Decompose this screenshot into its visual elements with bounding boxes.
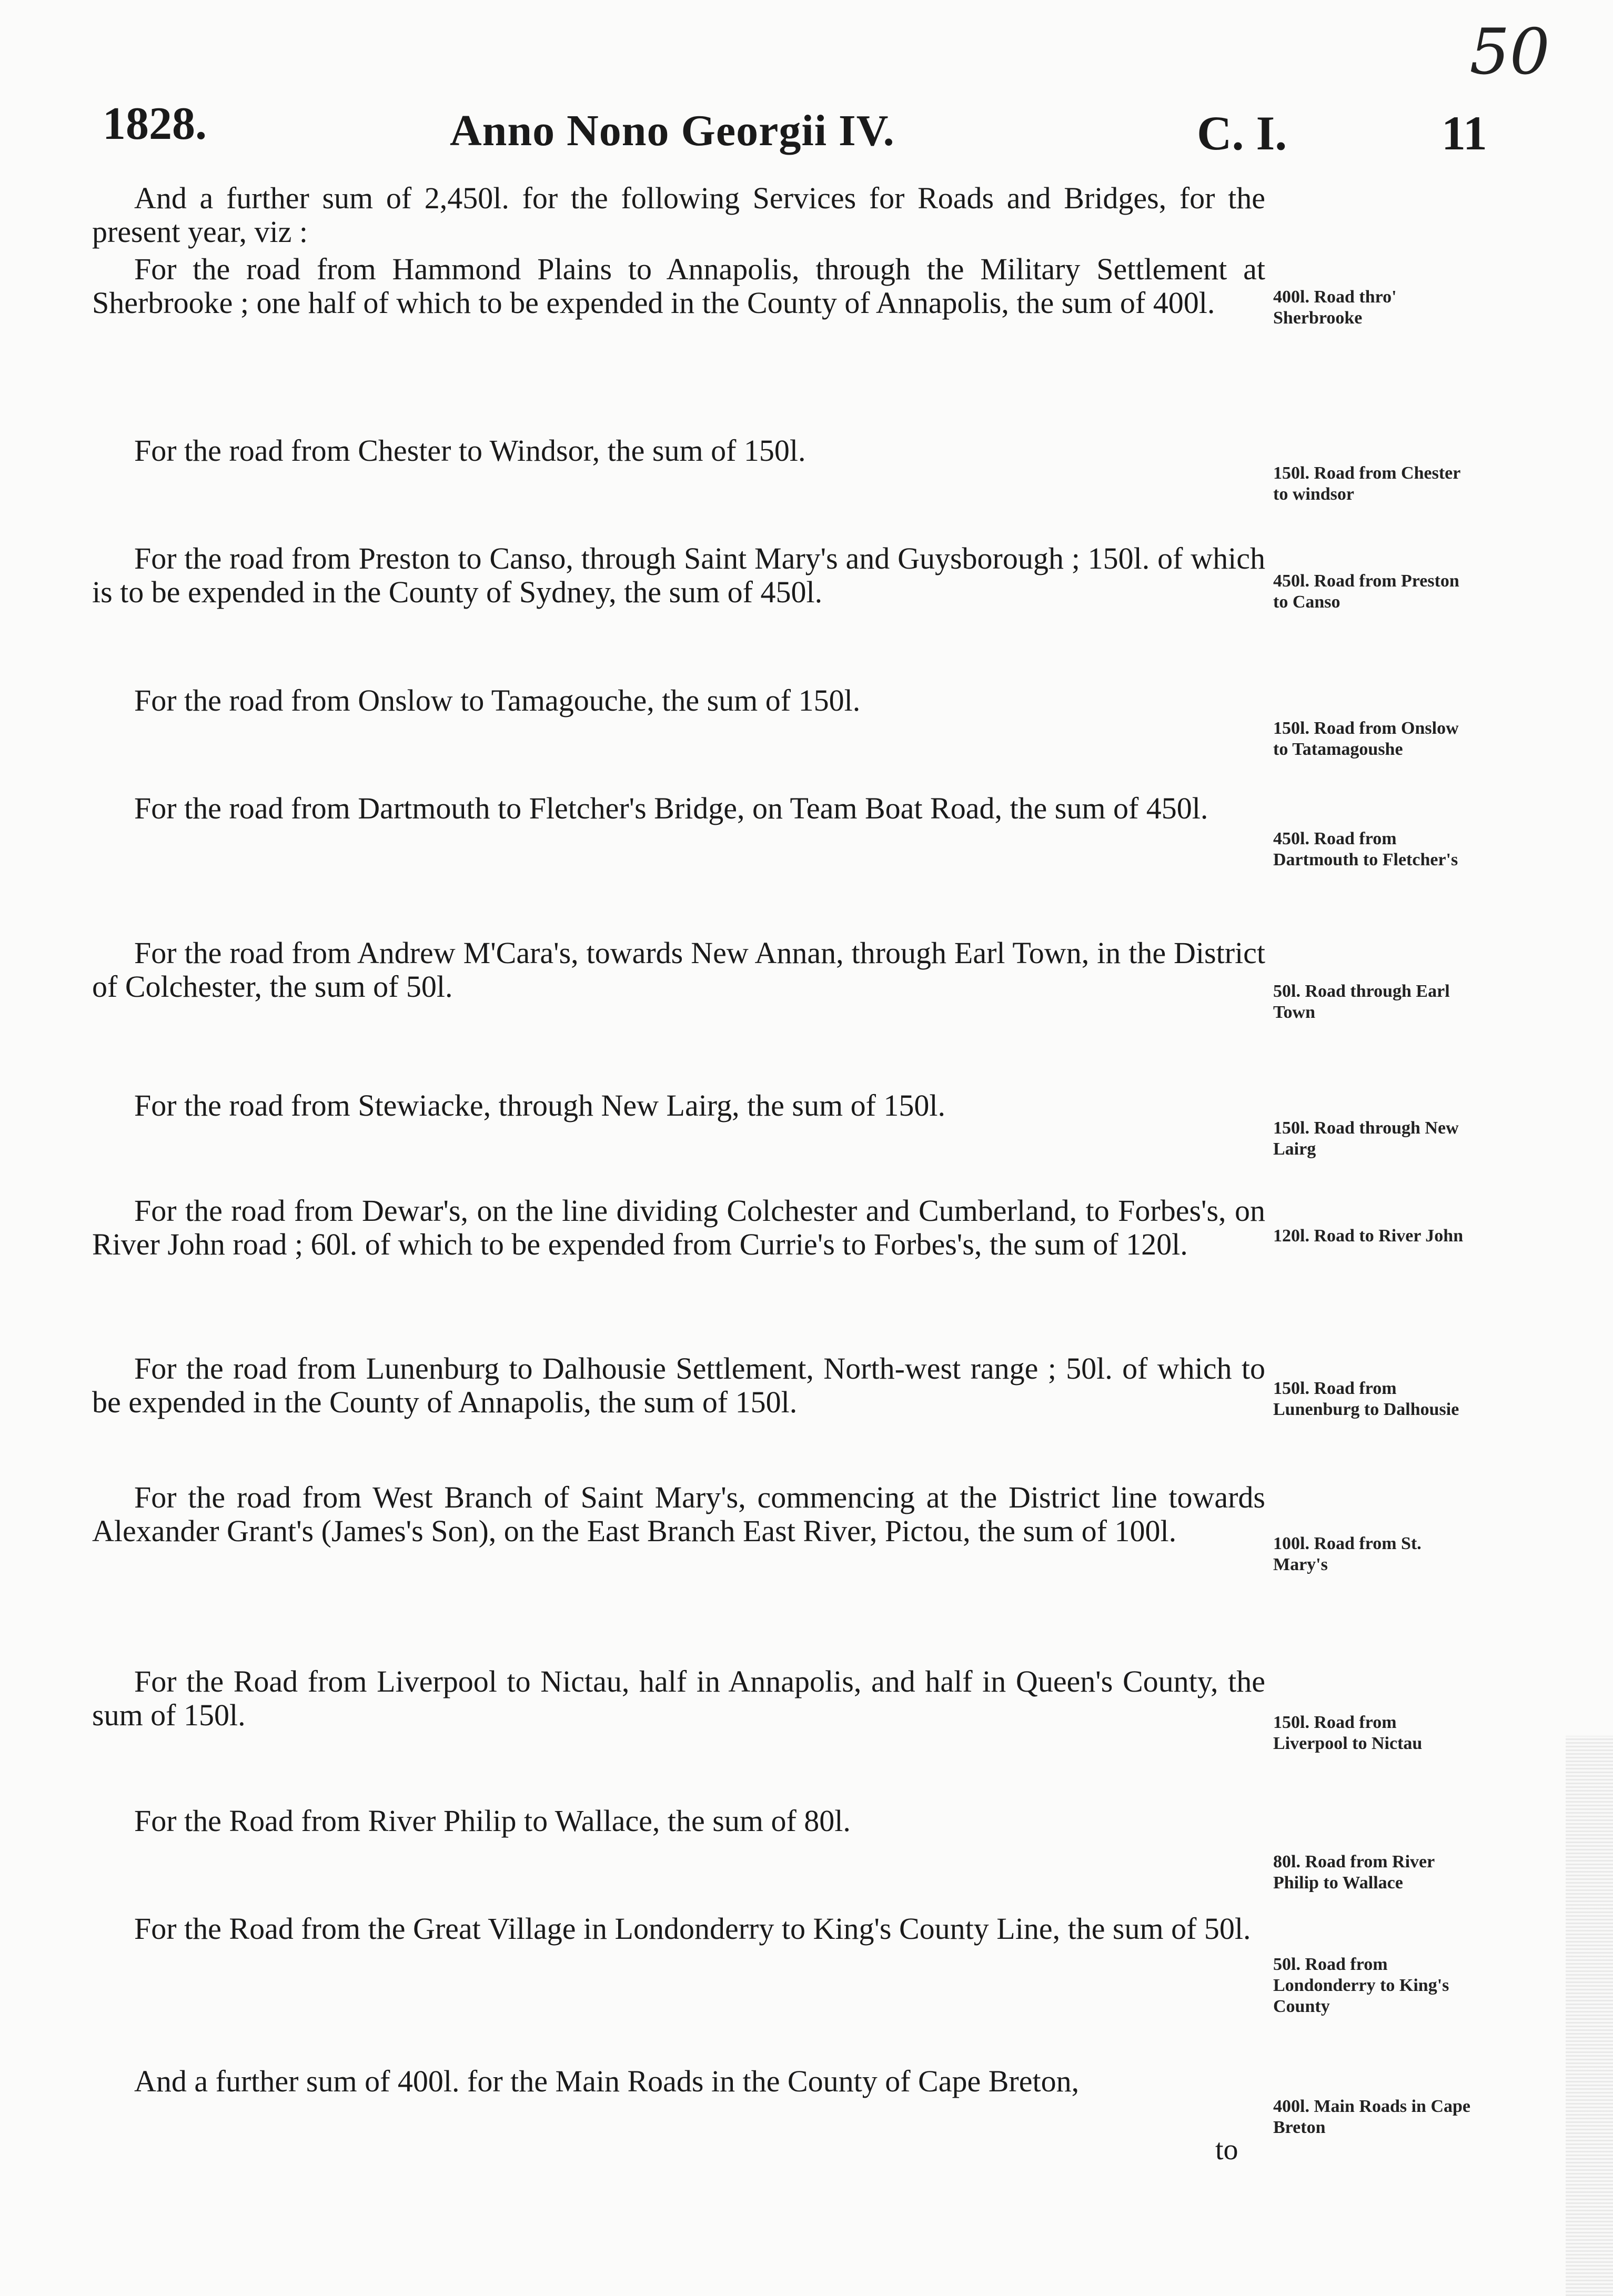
paragraph-west-branch [92, 1481, 1265, 1548]
catchword: to [1215, 2133, 1238, 2166]
paragraph-intro [92, 181, 1265, 249]
paragraph-text: For the road from West Branch of Saint Mary's, commencing at the District line towards Alexander Grant's (James's Son), on the East Branch East River, Pictou, the sum of 100l. [92, 1480, 1265, 1548]
paragraph-text: For the road from Dartmouth to Fletcher's Bridge, on Team Boat Road, the sum of 450l. [134, 791, 1208, 825]
margin-note: 450l. Road from Preston to Canso [1273, 571, 1459, 612]
page-edge-shading [1566, 1736, 1613, 2296]
paragraph-londonderry [92, 1912, 1265, 1946]
paragraph-text: For the road from Lunenburg to Dalhousie Settlement, North-west range ; 50l. of which to be expended in the County of Annapolis, the sum of 150l. [92, 1351, 1265, 1419]
paragraph-dartmouth [92, 792, 1265, 825]
margin-note: 150l. Road from Chester to windsor [1273, 463, 1460, 504]
paragraph-text: And a further sum of 2,450l. for the following Services for Roads and Bridges, for the present year, viz : [92, 181, 1265, 249]
paragraph-text: For the road from Onslow to Tamagouche, the sum of 150l. [134, 683, 861, 717]
paragraph-text: And a further sum of 400l. for the Main Roads in the County of Cape Breton, [134, 2064, 1080, 2098]
paragraph-text: For the road from Stewiacke, through New Lairg, the sum of 150l. [134, 1088, 946, 1122]
paragraph-text: For the road from Hammond Plains to Annapolis, through the Military Settlement at Sherbrooke ; one half of which to be expended in the County of Annapolis, the sum of 400l. [92, 252, 1265, 320]
margin-note: 100l. Road from St. Mary's [1273, 1534, 1422, 1574]
margin-note: 400l. Road thro' Sherbrooke [1273, 287, 1397, 328]
paragraph-text: For the road from Dewar's, on the line dividing Colchester and Cumberland, to Forbes's, on River John road ; 60l. of which to be expended from Currie's to Forbes's, the sum of 120l. [92, 1193, 1265, 1261]
paragraph-onslow [92, 684, 1265, 717]
paragraph-dewars [92, 1194, 1265, 1261]
margin-note: 50l. Road from Londonderry to King's County [1273, 1955, 1449, 2016]
header-chapter: C. I. [1197, 106, 1287, 160]
margin-note: 400l. Main Roads in Cape Breton [1273, 2097, 1470, 2137]
margin-note: 150l. Road from Onslow to Tatamagoushe [1273, 719, 1459, 759]
folio-number: 50 [1469, 16, 1550, 89]
paragraph-earl-town [92, 936, 1265, 1004]
paragraph-text: For the Road from River Philip to Wallace, the sum of 80l. [134, 1804, 851, 1838]
margin-note: 50l. Road through Earl Town [1273, 982, 1450, 1022]
paragraph-lunenburg [92, 1352, 1265, 1419]
paragraph-liverpool [92, 1665, 1265, 1732]
paragraph-stewiacke [92, 1089, 1265, 1122]
header-year: 1828. [103, 98, 207, 149]
paragraph-river-philip [92, 1804, 1265, 1838]
paragraph-hammond-plains [92, 252, 1265, 320]
paragraph-cape-breton [92, 2065, 1265, 2098]
margin-note: 150l. Road from Lunenburg to Dalhousie [1273, 1379, 1459, 1419]
paragraph-text: For the Road from Liverpool to Nictau, half in Annapolis, and half in Queen's County, the sum of 150l. [92, 1664, 1265, 1732]
paragraph-chester [92, 434, 1265, 468]
margin-note: 80l. Road from River Philip to Wallace [1273, 1852, 1435, 1893]
margin-note: 150l. Road through New Lairg [1273, 1118, 1459, 1159]
paragraph-preston [92, 542, 1265, 609]
paragraph-text: For the road from Andrew M'Cara's, towards New Annan, through Earl Town, in the District of Colchester, the sum of 50l. [92, 936, 1265, 1004]
paragraph-text: For the Road from the Great Village in Londonderry to King's County Line, the sum of 50l. [134, 1911, 1251, 1946]
running-header [103, 97, 1502, 160]
margin-note: 120l. Road to River John [1273, 1226, 1464, 1246]
margin-note: 150l. Road from Liverpool to Nictau [1273, 1713, 1423, 1753]
paragraph-text: For the road from Preston to Canso, through Saint Mary's and Guysborough ; 150l. of which is to be expended in the County of Sydney, the sum of 450l. [92, 541, 1265, 609]
header-page-number: 11 [1441, 106, 1487, 160]
paragraph-text: For the road from Chester to Windsor, the sum of 150l. [134, 433, 806, 468]
margin-note: 450l. Road from Dartmouth to Fletcher's [1273, 829, 1458, 869]
header-title: Anno Nono Georgii IV. [450, 106, 895, 155]
